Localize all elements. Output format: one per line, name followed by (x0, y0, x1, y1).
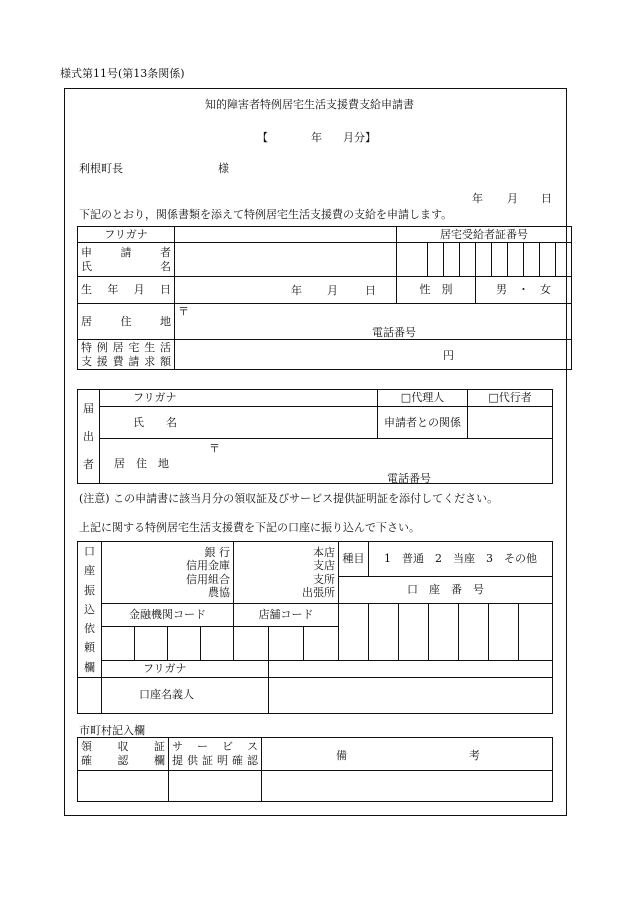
filer-address-field[interactable] (100, 439, 553, 484)
proxy-checkbox[interactable]: □代行者 (468, 390, 553, 407)
receipt-check-field[interactable] (78, 771, 169, 802)
sex-label: 性 別 (397, 277, 476, 304)
bank-side-char: 振 (84, 583, 95, 597)
filer-phone-label: 電話番号 (387, 472, 431, 485)
agent-checkbox[interactable]: □代理人 (378, 390, 468, 407)
municipal-heading: 市町村記入欄 (79, 724, 145, 737)
phone-label: 電話番号 (372, 326, 416, 339)
applicant-name-label-1: 申 請 者 (81, 245, 171, 259)
branch-code-digit[interactable] (234, 626, 269, 660)
cert-digit[interactable] (428, 243, 444, 277)
account-digit[interactable] (489, 604, 519, 661)
service-check-field[interactable] (169, 771, 262, 802)
inst-type-bank: 銀 行 (204, 546, 230, 560)
bank-side-char: 依 (84, 622, 95, 635)
claim-amount-label-1: 特例居宅生活 (81, 340, 171, 354)
filer-side-char: 届 (83, 401, 94, 415)
bank-table (77, 541, 553, 714)
cert-digit[interactable] (476, 243, 492, 277)
intro-text: 下記のとおり，関係書類を添えて特例居宅生活支援費の支給を申請します。 (79, 208, 453, 221)
remarks-field[interactable] (262, 771, 553, 802)
address-label: 居 住 地 (78, 304, 175, 340)
inst-type-nokyo: 農協 (208, 585, 230, 599)
birthdate-field[interactable] (175, 277, 397, 304)
remarks-char-2: 考 (469, 749, 480, 762)
filer-postal-mark: 〒 (209, 442, 220, 455)
bank-side-char: 欄 (84, 660, 95, 674)
account-kind-label: 種目 (339, 542, 369, 577)
branch-code-digit[interactable] (269, 626, 304, 660)
branch-type-branch: 支店 (313, 559, 336, 573)
remarks-label (262, 738, 553, 771)
cert-digit[interactable] (540, 243, 556, 277)
claim-amount-label (78, 340, 175, 370)
receipt-check-label-1: 領 収 証 (81, 740, 165, 754)
cert-digit[interactable] (397, 243, 428, 277)
addressee-honorific: 様 (218, 162, 229, 175)
cert-digit[interactable] (508, 243, 524, 277)
filer-name-label: 氏 名 (133, 415, 177, 429)
receipt-check-label (78, 738, 169, 771)
holder-name-field[interactable] (269, 677, 553, 713)
holder-name-label: 口座名義人 (139, 688, 194, 702)
birthdate-label: 生 年 月 日 (78, 277, 175, 304)
period-open: 【 (257, 131, 268, 144)
inst-code-digit[interactable] (135, 626, 168, 660)
period-year: 年 (311, 131, 322, 144)
date-month: 月 (507, 192, 518, 205)
branch-code-digit[interactable] (304, 626, 339, 660)
account-digit[interactable] (399, 604, 429, 661)
service-check-label-2: 提供証明確認 (172, 754, 258, 767)
claim-amount-field[interactable] (175, 340, 572, 370)
filer-address-label: 居 住 地 (114, 457, 169, 470)
branch-code-label: 店舗コード (234, 604, 339, 627)
municipal-table (77, 737, 553, 802)
bank-side-spacer (78, 677, 102, 713)
branch-type-office: 支所 (313, 572, 336, 586)
holder-furigana-cell (102, 660, 269, 677)
bank-side-char: 頼 (84, 641, 95, 655)
applicant-furigana-field[interactable] (175, 227, 397, 243)
branch-type-field[interactable] (234, 542, 339, 604)
branch-type-main: 本店 (313, 546, 336, 560)
service-check-label (169, 738, 262, 771)
cert-digit[interactable] (492, 243, 508, 277)
inst-code-digit[interactable] (201, 626, 234, 660)
address-field[interactable] (175, 304, 572, 340)
form-number: 様式第11号(第13条関係) (60, 67, 185, 80)
service-check-label-1: サ ー ビ ス (172, 740, 258, 754)
cert-digit[interactable] (556, 243, 572, 277)
period-line (257, 131, 376, 144)
applicant-name-label-2: 氏 名 (81, 259, 171, 273)
cert-number-label: 居宅受給者証番号 (397, 227, 572, 243)
holder-name-cell (102, 677, 269, 713)
inst-code-digit[interactable] (102, 626, 135, 660)
filer-furigana-field[interactable] (100, 390, 378, 407)
birth-year-unit: 年 (291, 284, 302, 297)
date-year: 年 (472, 192, 483, 205)
sex-options[interactable]: 男 ・ 女 (476, 277, 572, 304)
holder-furigana-label: フリガナ (143, 661, 187, 675)
postal-mark: 〒 (178, 305, 189, 318)
claim-amount-label-2: 支援費請求額 (81, 354, 171, 368)
bank-side-char: 込 (84, 602, 95, 616)
inst-type-shinkin: 信用金庫 (186, 559, 230, 573)
applicant-furigana-label: フリガナ (78, 227, 175, 243)
holder-furigana-field[interactable] (269, 660, 553, 677)
bank-side-char: 口 (84, 545, 95, 558)
institution-code-label: 金融機関コード (102, 604, 234, 627)
filer-side-label (78, 390, 100, 484)
account-digit[interactable] (519, 604, 553, 661)
cert-digit[interactable] (444, 243, 460, 277)
filer-name-field[interactable] (100, 407, 378, 439)
cert-digit[interactable] (460, 243, 476, 277)
account-digit[interactable] (429, 604, 459, 661)
addressee-name: 利根町長 (79, 162, 123, 175)
account-digit[interactable] (369, 604, 399, 661)
applicant-name-label (78, 243, 175, 277)
receipt-check-label-2: 確 認 欄 (81, 754, 165, 767)
cert-digit[interactable] (524, 243, 540, 277)
institution-type-field[interactable] (102, 542, 234, 604)
yen-unit: 円 (443, 349, 454, 362)
applicant-name-field[interactable] (175, 243, 397, 277)
form-title: 知的障害者特例居宅生活支援費支給申請書 (205, 98, 414, 111)
filer-table (77, 389, 553, 484)
applicant-table (77, 226, 572, 370)
inst-type-kumiai: 信用組合 (186, 572, 230, 586)
account-kind-options[interactable]: 1 普通 2 当座 3 その他 (369, 542, 553, 577)
inst-code-digit[interactable] (168, 626, 201, 660)
attachment-notice: (注意) この申請書に該当月分の領収証及びサービス提供証明証を添付してください。 (79, 492, 499, 505)
birth-day-unit: 日 (365, 284, 376, 297)
bank-intro: 上記に関する特例居宅生活支援費を下記の口座に振り込んで下さい。 (79, 521, 420, 534)
filer-side-char: 出 (83, 429, 94, 443)
relation-label: 申請者との関係 (378, 407, 468, 439)
relation-field[interactable] (468, 407, 553, 439)
filer-furigana-label: フリガナ (133, 391, 177, 405)
filer-side-char: 者 (83, 458, 94, 472)
branch-type-agency: 出張所 (302, 585, 336, 599)
date-day: 日 (541, 192, 552, 205)
account-digit[interactable] (339, 604, 369, 661)
period-month: 月分】 (343, 131, 376, 144)
bank-side-char: 座 (84, 564, 95, 578)
remarks-char-1: 備 (336, 749, 347, 762)
account-digit[interactable] (459, 604, 489, 661)
account-number-label: 口 座 番 号 (339, 577, 553, 604)
bank-side-label (78, 542, 102, 678)
birth-month-unit: 月 (327, 284, 338, 297)
